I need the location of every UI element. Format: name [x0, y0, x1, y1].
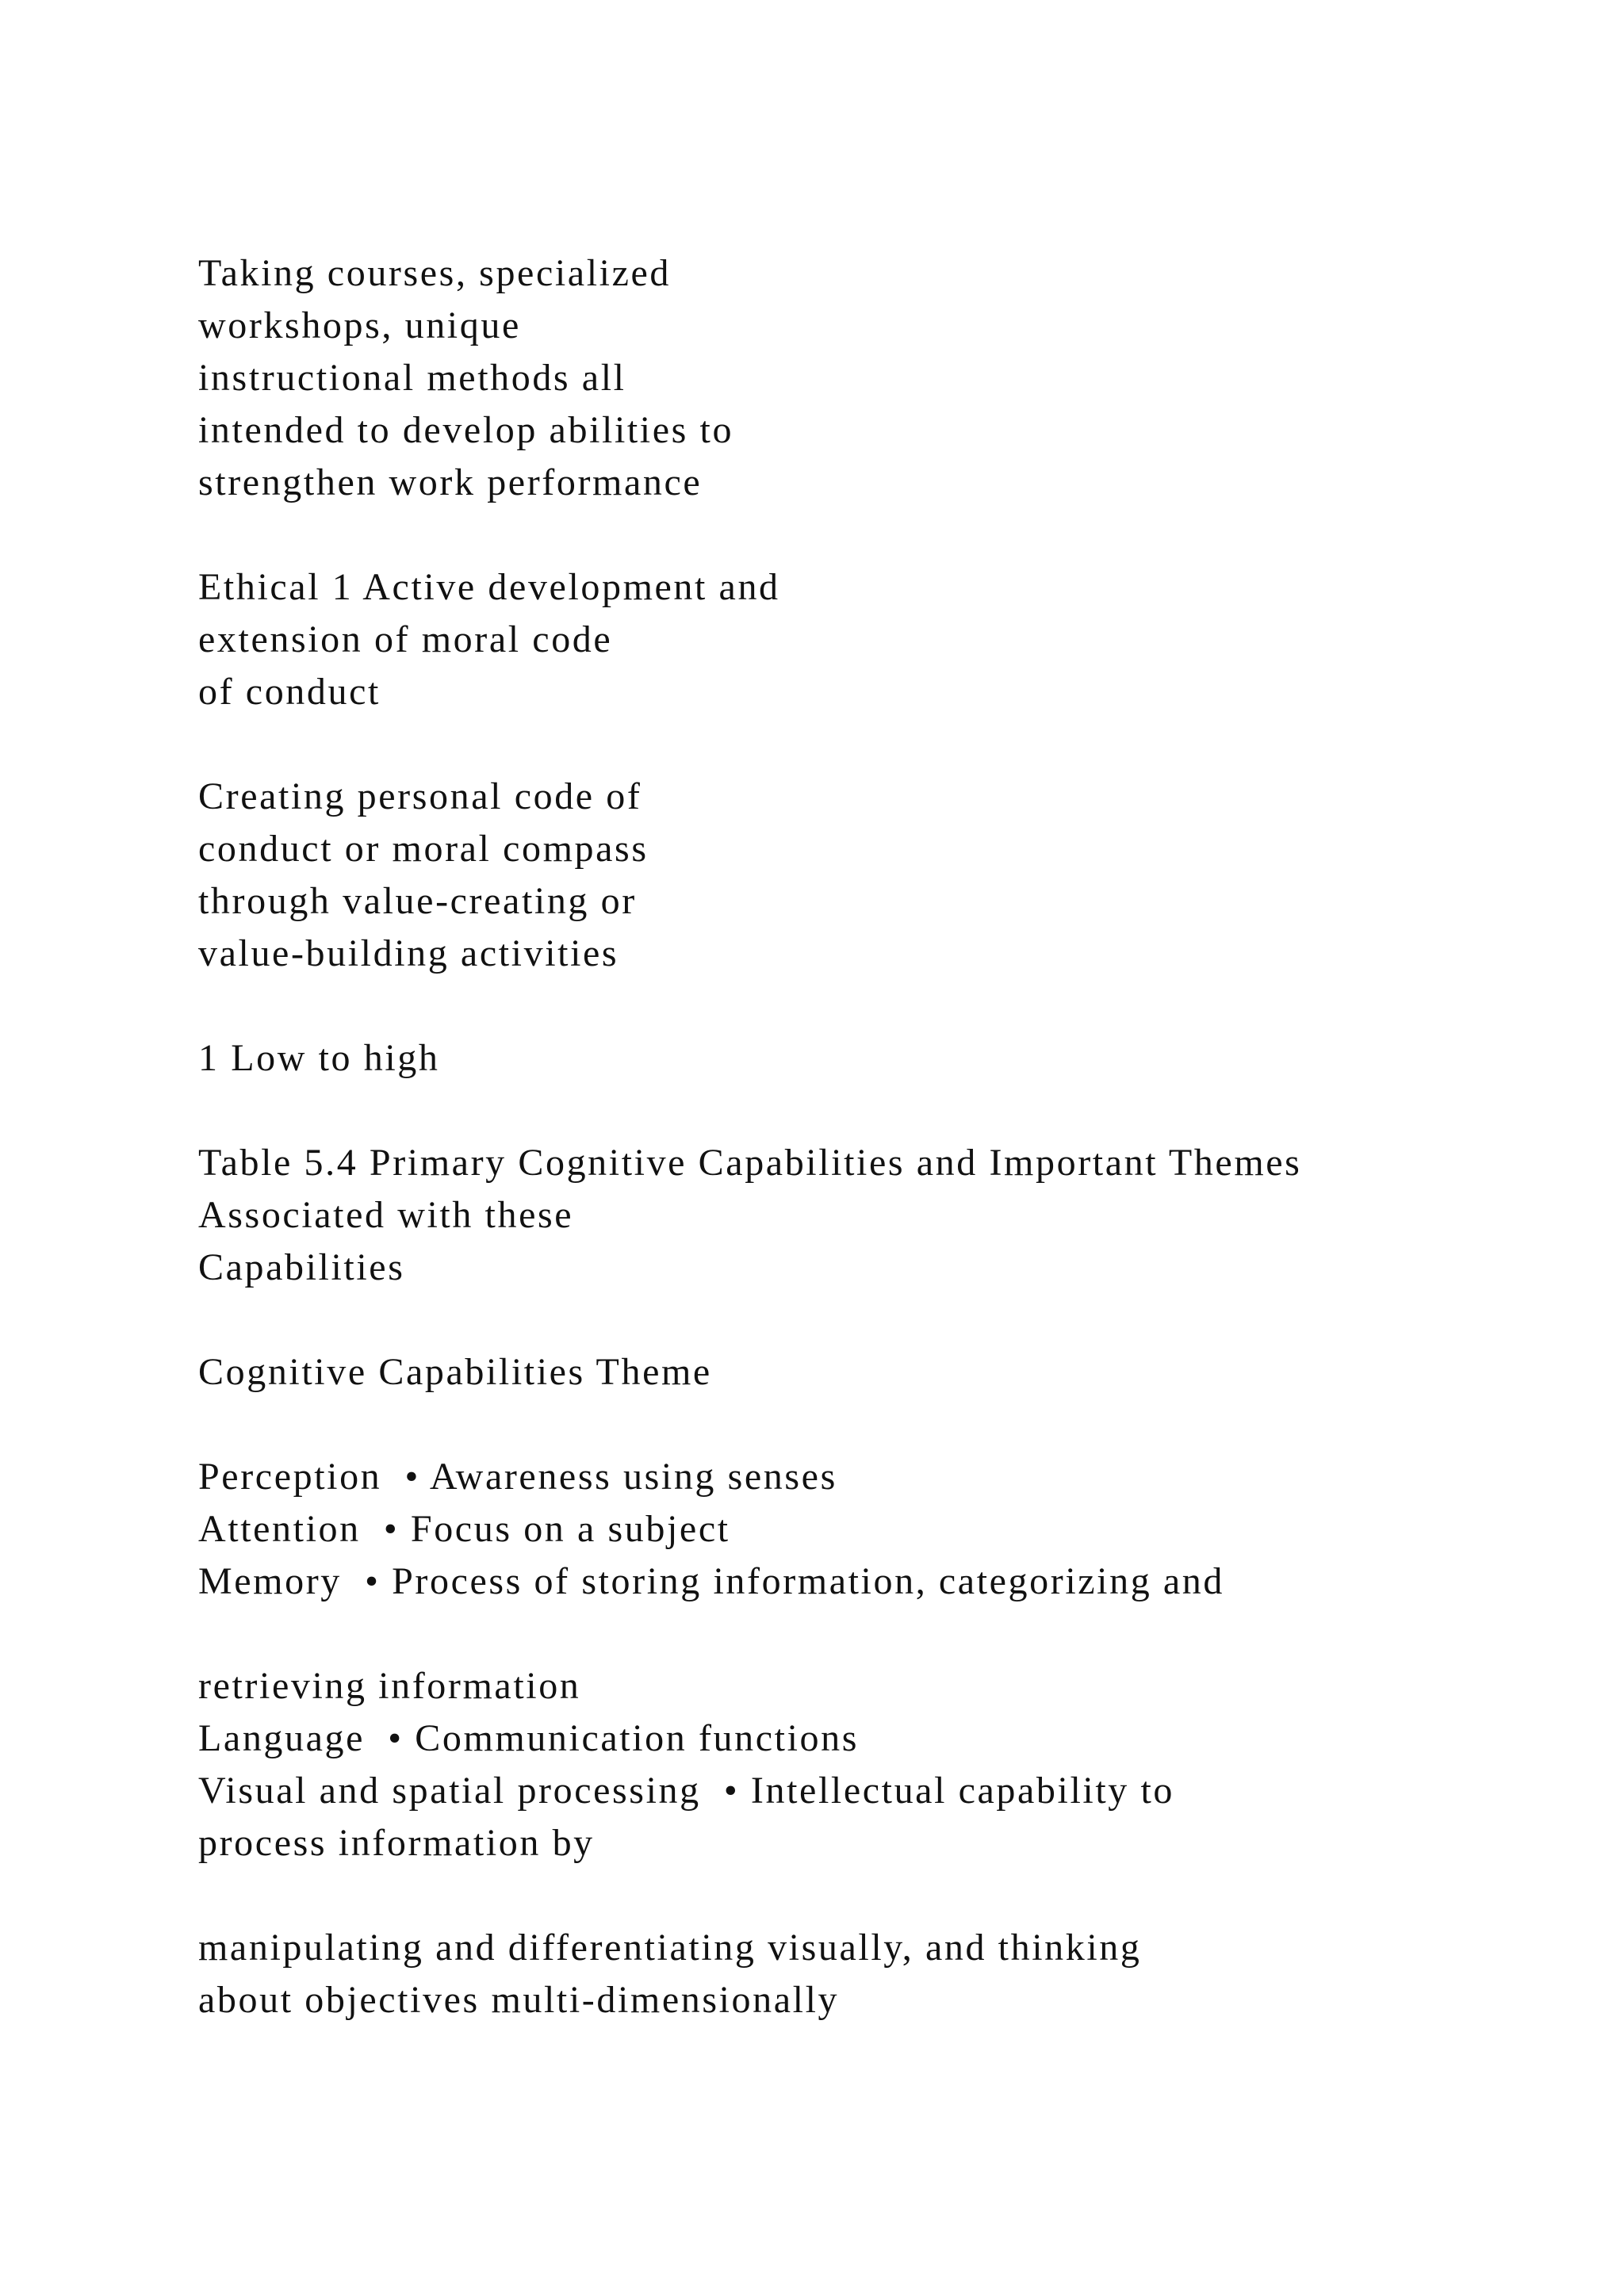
text-line: workshops, unique: [198, 304, 521, 346]
text-line: through value-creating or: [198, 880, 637, 922]
table-row-line: Visual and spatial processing • Intellectual capability to: [198, 1770, 1175, 1812]
text-line: Taking courses, specialized: [198, 252, 671, 294]
blank-line: [198, 1608, 1594, 1660]
text-line: instructional methods all: [198, 357, 626, 399]
table-caption-line: Capabilities: [198, 1246, 405, 1288]
document-text: [198, 247, 1594, 2026]
blank-line: [198, 1294, 1594, 1346]
table-row-line: process information by: [198, 1822, 595, 1864]
table-row-line: Memory • Process of storing information, categorizing and: [198, 1560, 1225, 1602]
table-caption-line: Table 5.4 Primary Cognitive Capabilities and Important Themes: [198, 1142, 1302, 1184]
blank-line: [198, 1869, 1594, 1922]
text-line: intended to develop abilities to: [198, 409, 734, 451]
table-row-line: Language • Communication functions: [198, 1717, 859, 1759]
text-line: Creating personal code of: [198, 775, 642, 817]
table-row-line: Perception • Awareness using senses: [198, 1456, 837, 1498]
text-line: Ethical 1 Active development and: [198, 566, 780, 608]
text-line: extension of moral code: [198, 618, 613, 660]
text-line: of conduct: [198, 671, 381, 713]
table-row-line: manipulating and differentiating visually, and thinking: [198, 1927, 1142, 1969]
text-line: 1 Low to high: [198, 1037, 440, 1079]
text-line: strengthen work performance: [198, 461, 703, 503]
blank-line: [198, 980, 1594, 1032]
text-line: conduct or moral compass: [198, 828, 649, 870]
table-caption-line: Associated with these: [198, 1194, 574, 1236]
text-line: value-building activities: [198, 932, 619, 974]
blank-line: [198, 1085, 1594, 1137]
blank-line: [198, 1399, 1594, 1451]
table-header-line: Cognitive Capabilities Theme: [198, 1351, 712, 1393]
table-row-line: retrieving information: [198, 1665, 581, 1707]
table-row-line: about objectives multi-dimensionally: [198, 1979, 840, 2021]
blank-line: [198, 509, 1594, 561]
blank-line: [198, 718, 1594, 771]
table-row-line: Attention • Focus on a subject: [198, 1508, 730, 1550]
